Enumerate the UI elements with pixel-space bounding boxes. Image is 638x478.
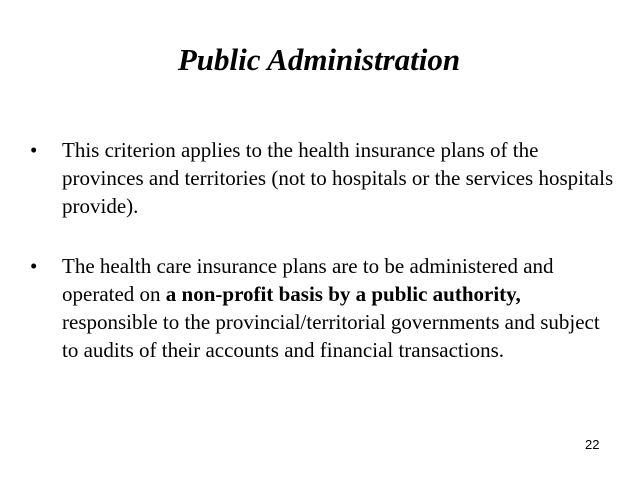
bullet-marker: • (30, 254, 38, 278)
bullet-text: This criterion applies to the health insurance plans of the provinces and territories (not to hospitals or the services hospitals provide). (62, 138, 614, 218)
bullet-item-2 (30, 252, 615, 364)
bullet-text-start: The health care insurance plans are to be administered and operated on (62, 254, 554, 306)
bullet-text-end: responsible to the provincial/territorial governments and subject to audits of their accounts and financial transactions. (62, 310, 600, 362)
bullet-text-emphasis: a non-profit basis by a public authority, (165, 282, 521, 306)
bullet-list (30, 136, 615, 396)
page-number: 22 (585, 437, 600, 452)
bullet-item-1 (30, 136, 615, 220)
bullet-marker: • (30, 138, 38, 162)
slide-title: Public Administration (177, 42, 461, 77)
